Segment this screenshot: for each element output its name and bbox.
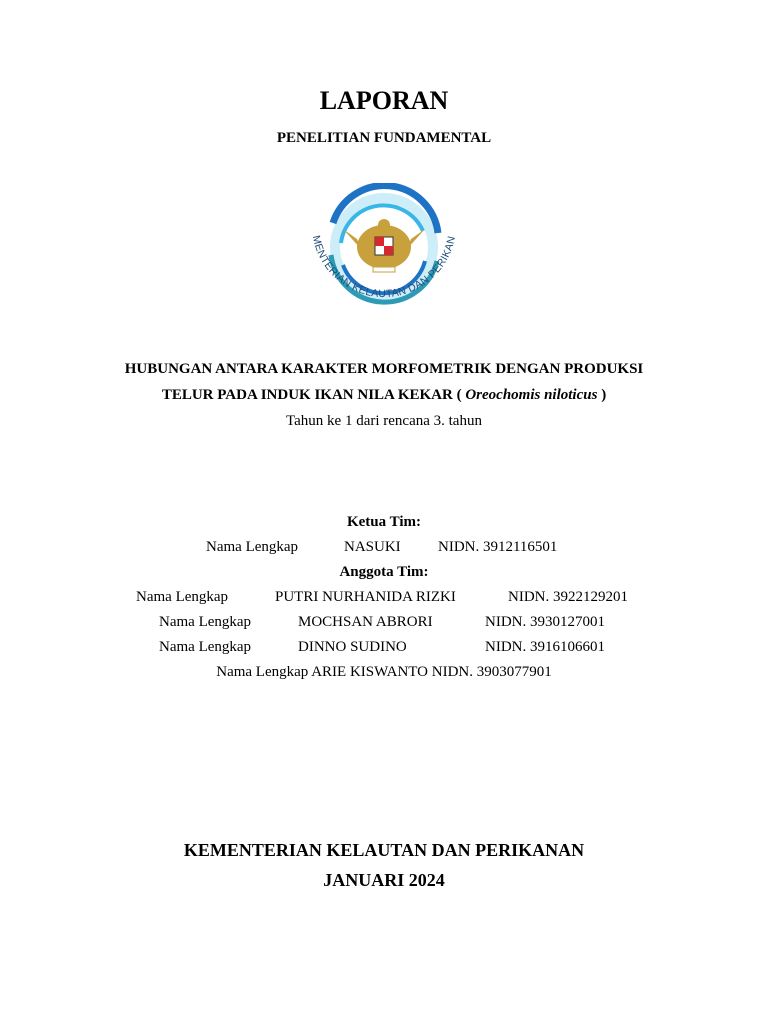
research-title-line1: HUBUNGAN ANTARA KARAKTER MORFOMETRIK DENGAN PRODUKSI [124, 361, 644, 377]
species-name: Oreochomis niloticus [465, 387, 598, 403]
research-title-line2 [0, 387, 768, 404]
report-date: JANUARI 2024 [323, 870, 445, 890]
member-label: Nama Lengkap [136, 589, 229, 605]
kkp-logo [303, 183, 465, 345]
member-name: MOCHSAN ABRORI [298, 614, 433, 630]
member-nidn: NIDN. 3916106601 [485, 639, 605, 655]
member-label: Nama Lengkap [159, 639, 252, 655]
year-plan: Tahun ke 1 dari rencana 3. tahun [286, 413, 482, 429]
research-title-suffix: ) [597, 387, 607, 403]
member-label: Nama Lengkap [159, 614, 252, 630]
member-line-last: Nama Lengkap ARIE KISWANTO NIDN. 3903077901 [216, 664, 552, 680]
report-title: LAPORAN [319, 86, 449, 115]
leader-nidn: NIDN. 3912116501 [438, 539, 558, 555]
member-nidn: NIDN. 3930127001 [485, 614, 605, 630]
kkp-emblem-icon [303, 183, 465, 345]
research-title-prefix: TELUR PADA INDUK IKAN NILA KEKAR ( [161, 387, 466, 403]
members-heading: Anggota Tim: [339, 564, 429, 580]
member-nidn: NIDN. 3922129201 [508, 589, 628, 605]
member-name: DINNO SUDINO [298, 639, 407, 655]
leader-label: Nama Lengkap [206, 539, 299, 555]
member-name: PUTRI NURHANIDA RIZKI [275, 589, 456, 605]
logo-ring-text: MENTERIAN KELAUTAN DAN PERIKAN [309, 234, 459, 301]
report-subtitle: PENELITIAN FUNDAMENTAL [276, 130, 492, 146]
leader-name: NASUKI [344, 539, 401, 555]
institution-name: KEMENTERIAN KELAUTAN DAN PERIKANAN [183, 840, 585, 860]
leader-heading: Ketua Tim: [346, 514, 422, 530]
